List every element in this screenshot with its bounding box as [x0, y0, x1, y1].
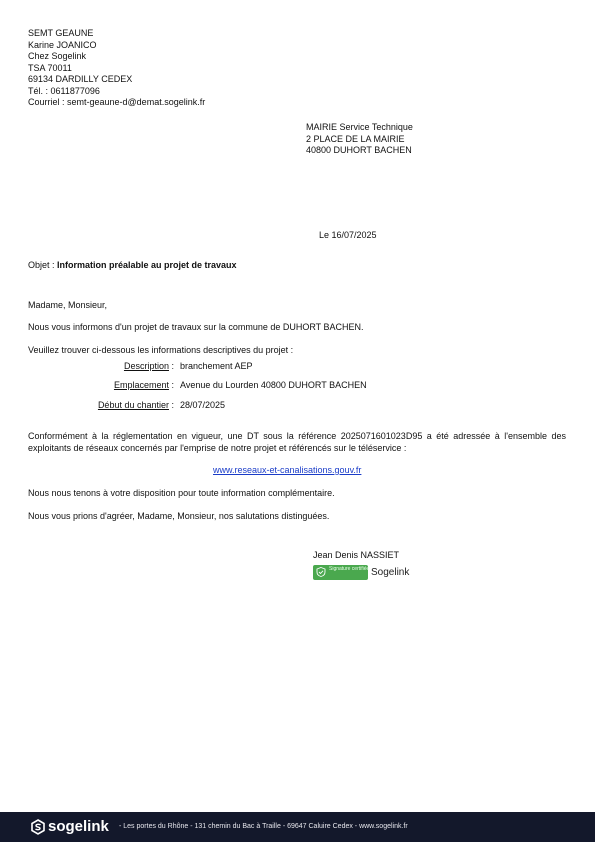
sender-line: Chez Sogelink	[28, 51, 87, 61]
recipient-line: MAIRIE Service Technique	[306, 122, 413, 132]
sender-address	[28, 28, 205, 109]
sender-line: Karine JOANICO	[28, 39, 97, 50]
footer-bar	[0, 812, 595, 842]
greeting: Madame, Monsieur,	[28, 300, 108, 310]
detail-value: Avenue du Lourden 40800 DUHORT BACHEN	[180, 380, 367, 390]
sogelink-logo	[30, 818, 116, 836]
recipient-address	[306, 122, 413, 157]
details-intro: Veuillez trouver ci-dessous les informations descriptives du projet :	[28, 345, 294, 355]
teleservice-link[interactable]: www.reseaux-et-canalisations.gouv.fr	[213, 465, 362, 475]
sender-line: SEMT GEAUNE	[28, 28, 94, 38]
signatory-name: Jean Denis NASSIET	[313, 550, 400, 560]
availability-paragraph: Nous nous tenons à votre disposition pour toute information complémentaire.	[28, 488, 335, 498]
badge-brand: Sogelink	[371, 567, 410, 578]
conformite-paragraph: Conformément à la réglementation en vigueur, une DT sous la référence 2025071601023D95 a été adressée à l'ensemble des exploitants de réseaux concernés par l'emprise de notre projet et référencés sur le téléservice :	[28, 431, 566, 453]
shield-check-icon	[316, 567, 326, 577]
closing-paragraph: Nous vous prions d'agréer, Madame, Monsieur, nos salutations distinguées.	[28, 511, 330, 521]
certified-signature-badge	[313, 565, 368, 580]
intro-paragraph: Nous vous informons d'un projet de travaux sur la commune de DUHORT BACHEN.	[28, 322, 364, 332]
recipient-line: 40800 DUHORT BACHEN	[306, 145, 412, 155]
sender-line: TSA 70011	[28, 62, 72, 73]
logo-wordmark: sogelink	[48, 818, 109, 835]
detail-label: Début du chantier :	[97, 400, 174, 410]
sender-line: 69134 DARDILLY CEDEX	[28, 74, 133, 84]
recipient-line: 2 PLACE DE LA MAIRIE	[306, 133, 405, 144]
signature-badge	[313, 565, 423, 581]
detail-value: branchement AEP	[180, 361, 253, 371]
subject-label: Objet :	[28, 260, 58, 270]
badge-text: Signature certifiée	[329, 566, 370, 572]
detail-label: Emplacement :	[113, 380, 174, 390]
subject-text: Information préalable au projet de travaux	[57, 260, 237, 270]
sogelink-mark-icon	[30, 819, 46, 835]
letter-date: Le 16/07/2025	[319, 230, 377, 240]
letter-subject	[28, 260, 237, 270]
detail-value: 28/07/2025	[180, 400, 226, 410]
sender-line: Tél. : 0611877096	[28, 85, 100, 96]
footer-address: - Les portes du Rhône - 131 chemin du Bac à Traille - 69647 Caluire Cedex - www.sogelink.fr	[119, 823, 408, 830]
sender-email: Courriel : semt-geaune-d@demat.sogelink.fr	[28, 97, 206, 107]
detail-label: Description :	[123, 361, 174, 371]
